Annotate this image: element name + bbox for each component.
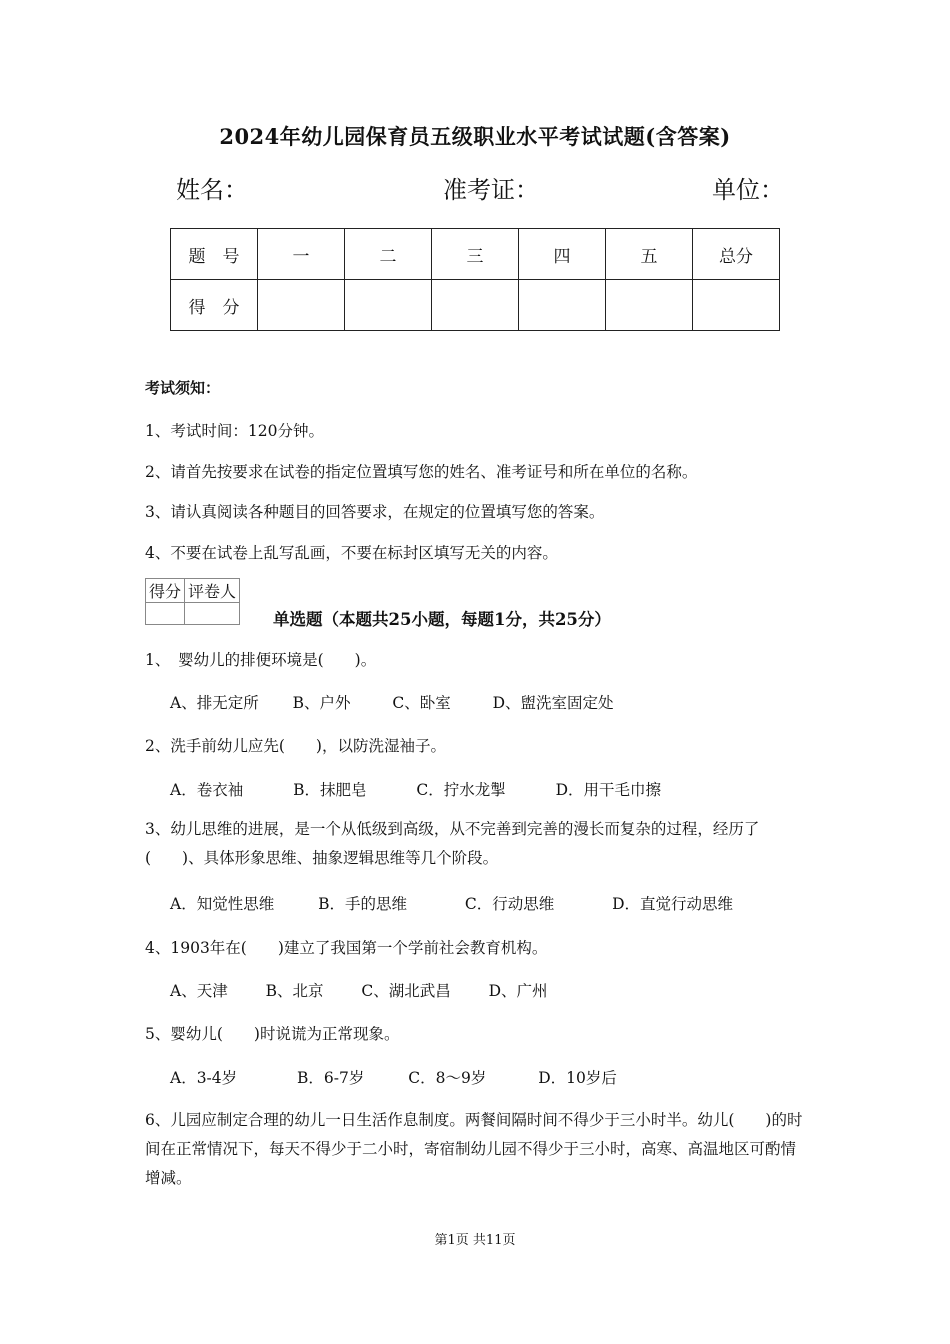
score-table-cell: 得 分 [171, 280, 258, 331]
question-stem: 3、幼儿思维的进展，是一个从低级到高级，从不完善到完善的漫长而复杂的过程，经历了( )、具体形象思维、抽象逻辑思维等几个阶段。 [145, 820, 760, 867]
question-options [170, 1066, 617, 1088]
unit-field-label: 单位： [712, 176, 784, 204]
notice-item: 1、考试时间：120分钟。 [145, 422, 324, 440]
question-stem: 2、洗手前幼儿应先( )，以防洗湿袖子。 [145, 737, 446, 755]
question-stem: 5、婴幼儿( )时说谎为正常现象。 [145, 1025, 400, 1043]
option-d[interactable]: D．直觉行动思维 [612, 895, 734, 913]
section-heading: 单选题（本题共25小题，每题1分，共25分） [273, 610, 611, 629]
score-entry-cell[interactable] [519, 280, 606, 331]
score-table-cell: 三 [432, 229, 519, 280]
score-entry-cell[interactable] [345, 280, 432, 331]
option-d[interactable]: D．10岁后 [538, 1069, 617, 1087]
score-table-header-row [171, 229, 780, 280]
notice-item: 4、不要在试卷上乱写乱画，不要在标封区填写无关的内容。 [145, 544, 558, 562]
score-entry-cell[interactable] [258, 280, 345, 331]
page-title: 2024年幼儿园保育员五级职业水平考试试题(含答案) [219, 124, 731, 149]
score-table-cell: 二 [345, 229, 432, 280]
score-table-cell: 五 [606, 229, 693, 280]
score-table-cell: 一 [258, 229, 345, 280]
grader-reviewer-cell[interactable] [185, 603, 240, 625]
grader-box [145, 578, 240, 625]
option-b[interactable]: B．抹肥皂 [293, 781, 367, 799]
option-d[interactable]: D、广州 [488, 982, 548, 1000]
option-d[interactable]: D、盥洗室固定处 [492, 694, 614, 712]
question-options [170, 979, 548, 1001]
score-entry-cell[interactable] [606, 280, 693, 331]
name-field-label: 姓名： [176, 176, 248, 204]
option-b[interactable]: B．6-7岁 [297, 1069, 365, 1087]
option-b[interactable]: B、户外 [292, 694, 351, 712]
notice-item: 3、请认真阅读各种题目的回答要求，在规定的位置填写您的答案。 [145, 503, 605, 521]
score-table-cell: 题 号 [171, 229, 258, 280]
option-c[interactable]: C、湖北武昌 [361, 982, 451, 1000]
option-a[interactable]: A．知觉性思维 [170, 895, 275, 913]
option-b[interactable]: B．手的思维 [318, 895, 407, 913]
question-stem: 4、1903年在( )建立了我国第一个学前社会教育机构。 [145, 939, 548, 957]
option-a[interactable]: A．3-4岁 [170, 1069, 238, 1087]
option-c[interactable]: C．行动思维 [464, 895, 555, 913]
question-stem: 1、 婴幼儿的排便环境是( )。 [145, 651, 377, 669]
score-table-cell: 四 [519, 229, 606, 280]
score-entry-cell[interactable] [432, 280, 519, 331]
notice-item: 2、请首先按要求在试卷的指定位置填写您的姓名、准考证号和所在单位的名称。 [145, 463, 698, 481]
notice-heading: 考试须知： [145, 379, 221, 397]
option-c[interactable]: C．8～9岁 [408, 1069, 487, 1087]
question-options [170, 778, 661, 800]
score-table-cell: 总分 [693, 229, 780, 280]
score-table-score-row [171, 280, 780, 331]
grader-score-cell[interactable] [146, 603, 185, 625]
option-b[interactable]: B、北京 [265, 982, 324, 1000]
question-options [170, 892, 733, 914]
option-d[interactable]: D．用干毛巾擦 [555, 781, 662, 799]
option-a[interactable]: A、天津 [170, 982, 228, 1000]
exam-number-field-label: 准考证： [443, 176, 539, 204]
question-options [170, 691, 614, 713]
score-table [170, 228, 780, 331]
grader-reviewer-label: 评卷人 [185, 579, 240, 603]
option-c[interactable]: C．拧水龙掣 [416, 781, 506, 799]
score-entry-cell[interactable] [693, 280, 780, 331]
page-footer: 第1页 共11页 [434, 1233, 516, 1248]
option-c[interactable]: C、卧室 [392, 694, 451, 712]
question-stem: 6、儿园应制定合理的幼儿一日生活作息制度。两餐间隔时间不得少于三小时半。幼儿( )的时间在正常情况下，每天不得少于二小时，寄宿制幼儿园不得少于三小时，高寒、高温地区可酌情增减。 [145, 1111, 803, 1187]
option-a[interactable]: A．卷衣袖 [170, 781, 244, 799]
grader-score-label: 得分 [146, 579, 185, 603]
option-a[interactable]: A、排无定所 [170, 694, 259, 712]
